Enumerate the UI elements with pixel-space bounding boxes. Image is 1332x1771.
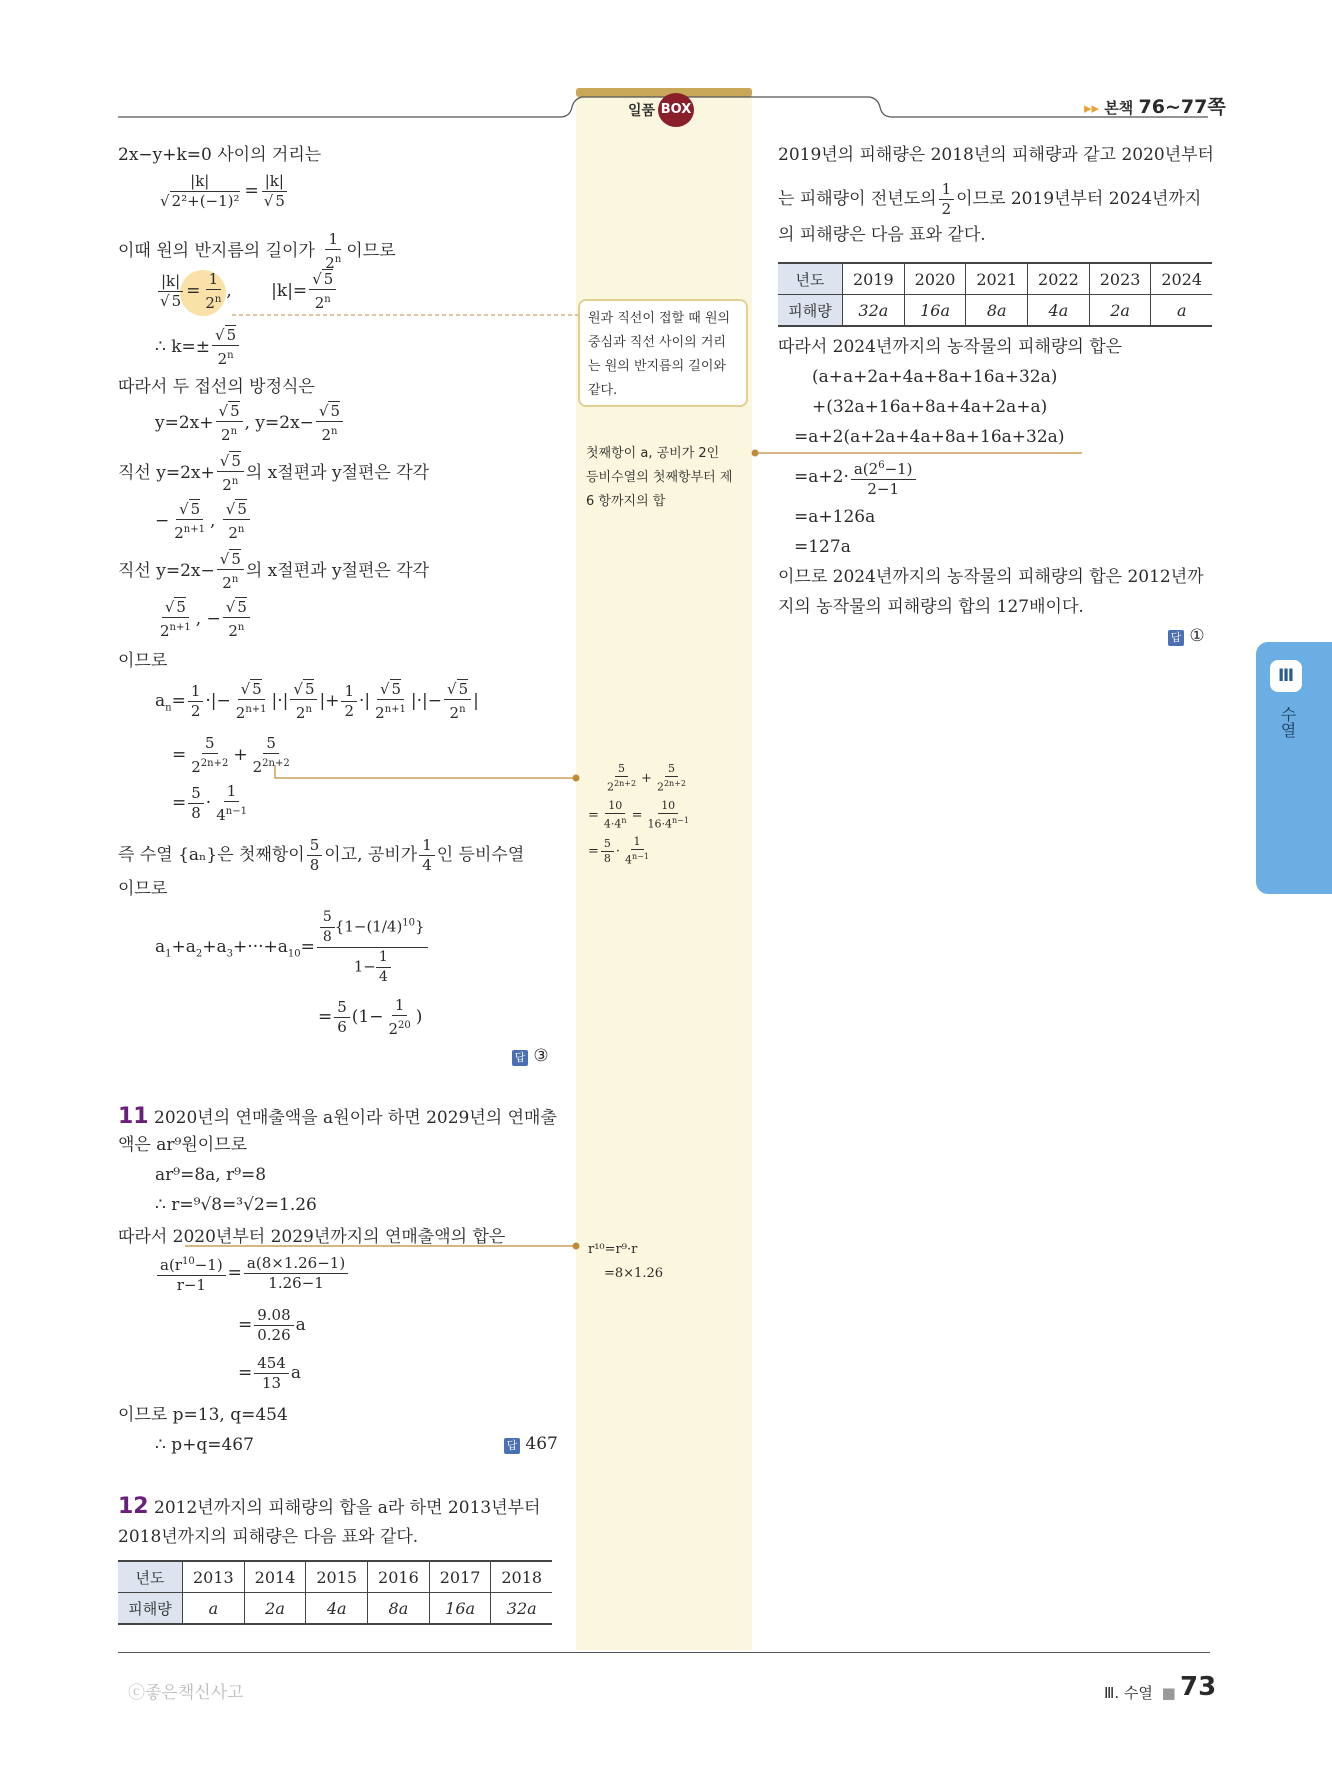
text-line: 지의 농작물의 피해량의 합의 127배이다. xyxy=(778,597,1084,617)
formula-k: ∴ k=± $\frac{√ 5}{2^n}$ xyxy=(155,326,241,369)
problem-number: 11 xyxy=(118,1104,149,1129)
formula-an-2: = $\frac{5}{2^{2n+2}}$ + $\frac{5}{2^{2n+2}}$ xyxy=(172,734,290,776)
text-line: 2x−y+k=0 사이의 거리는 xyxy=(118,145,322,165)
text-line: ∴ r=⁹√8=³√2=1.26 xyxy=(155,1195,317,1215)
note-geometric-sum: 첫째항이 a, 공비가 2인 등비수열의 첫째항부터 제 6 항까지의 합 xyxy=(586,446,733,509)
answer-icon: 답 xyxy=(1168,630,1184,646)
text-line: +(32a+16a+8a+4a+2a+a) xyxy=(812,397,1048,417)
formula-an-3: = $\frac{5}{8}$ · $\frac{1}{4^{n-1}}$ xyxy=(172,782,247,824)
text-line: 따라서 2020년부터 2029년까지의 연매출액의 합은 xyxy=(118,1227,506,1247)
formula-tangents: y=2x+ $\frac{√ 5}{2^n}$ , y=2x− $\frac{√ 5}{2^n}$ xyxy=(155,402,345,445)
damage-table-2019-2024: 년도 2019 2020 2021 2022 2023 2024 피해량 32a 16a 8a 4a 2a a xyxy=(778,262,1212,327)
answer-icon: 답 xyxy=(504,1438,520,1454)
text-line: 2018년까지의 피해량은 다음 표와 같다. xyxy=(118,1527,419,1547)
text-line: 따라서 두 접선의 방정식은 xyxy=(118,377,315,397)
problem-12: 12 2012년까지의 피해량의 합을 a라 하면 2013년부터 xyxy=(118,1494,541,1519)
text-line: =a+126a xyxy=(794,507,876,527)
table-row-head: 년도 xyxy=(778,263,843,295)
damage-table-2013-2018: 년도 2013 2014 2015 2016 2017 2018 피해량 a 2a 4a 8a 16a 32a xyxy=(118,1560,552,1625)
footer-rule xyxy=(118,1652,1210,1653)
formula-sum-2: = $\frac{5}{6}$ (1− $\frac{1}{2^{20}}$ ) xyxy=(318,996,423,1038)
formula-11-b: = $\frac{9.08}{0.26}$ a xyxy=(238,1306,306,1344)
table-row-head: 피해량 xyxy=(778,295,843,327)
table-row-head: 피해량 xyxy=(118,1593,183,1625)
formula-sum: $a_1+a_2+a_3+\cdot\cdot\cdot+a_{10}=$ $\frac{5}{8}$ $\{1-(1/4)^{10}\}$ 1− $\frac{1}{4}$ xyxy=(155,908,430,987)
arrow-icon: ▸▸ xyxy=(1084,99,1100,117)
text-line: 따라서 2024년까지의 농작물의 피해량의 합은 xyxy=(778,337,1123,357)
table-row-head: 년도 xyxy=(118,1561,183,1593)
text-line: 직선 y=2x+ $\frac{√ 5}{2^n}$ 의 x절편과 y절편은 각각 xyxy=(118,452,430,494)
note-box-tangent: 원과 직선이 접할 때 원의 중심과 직선 사이의 거리 는 원의 반지름의 길이와 같다. xyxy=(578,299,748,407)
note-r10: r¹⁰=r⁹·r =8×1.26 xyxy=(588,1242,664,1281)
formula-11-c: = $\frac{454}{13}$ a xyxy=(238,1354,302,1392)
formula-11-sum: $\frac{a(r^{10}-1)}{r-1}$ = $\frac{a(8\times 1.26-1)}{1.26-1}$ xyxy=(155,1252,350,1295)
text-line: 의 피해량은 다음 표와 같다. xyxy=(778,225,986,245)
page-reference: ▸▸ 본책 76~77쪽 xyxy=(1084,96,1226,118)
formula-radius: $\frac{|k|}{√ 5}$ = $\frac{1}{2^n}$ , |k|= $\frac{√ 5}{2^n}$ xyxy=(155,270,338,313)
text-line: 직선 y=2x− $\frac{√ 5}{2^n}$ 의 x절편과 y절편은 각각 xyxy=(118,550,430,592)
text-line: ar⁹=8a, r⁹=8 xyxy=(155,1165,267,1185)
text-line: 이므로 p=13, q=454 xyxy=(118,1405,288,1425)
formula-intercepts-1: − $\frac{√ 5}{2^{n+1}}$ , $\frac{√ 5}{2^n}$ xyxy=(155,500,252,543)
publisher-credit: ⓒ좋은책신사고 xyxy=(128,1683,244,1703)
formula-right-sum: =a+2· $\frac{a(2^6-1)}{2-1}$ xyxy=(794,456,918,499)
answer-marker: 답 ① xyxy=(1168,626,1205,646)
text-line: =a+2(a+2a+4a+8a+16a+32a) xyxy=(794,427,1065,447)
text-line: ∴ p+q=467 xyxy=(155,1435,254,1455)
text-line: 이므로 xyxy=(118,651,168,671)
text-line: 2019년의 피해량은 2018년의 피해량과 같고 2020년부터 xyxy=(778,145,1214,165)
chapter-tab-label: 수열 xyxy=(1278,706,1297,738)
text-line: =127a xyxy=(794,537,851,557)
text-line: (a+a+2a+4a+8a+16a+32a) xyxy=(812,367,1058,387)
answer-icon: 답 xyxy=(512,1050,528,1066)
chapter-side-tab[interactable] xyxy=(1256,642,1332,894)
text-line: 이므로 xyxy=(118,879,168,899)
text-line: 이때 원의 반지름의 길이가 $\frac{1}{2^n}$ 이므로 xyxy=(118,230,396,272)
answer-marker: 답 ③ xyxy=(512,1046,549,1066)
text-line: 이므로 2024년까지의 농작물의 피해량의 합은 2012년까 xyxy=(778,567,1204,587)
page-number: 73 xyxy=(1180,1672,1217,1702)
chapter-roman-badge: Ⅲ xyxy=(1270,660,1302,692)
text-line: 즉 수열 {aₙ}은 첫째항이 $\frac{5}{8}$ 이고, 공비가 $\frac{1}{4}$ 인 등비수열 xyxy=(118,836,525,874)
answer-marker: 답 467 xyxy=(504,1434,558,1454)
box-badge: BOX xyxy=(658,93,694,127)
text-line: 액은 ar⁹원이므로 xyxy=(118,1135,248,1155)
problem-11: 11 2020년의 연매출액을 a원이라 하면 2029년의 연매출 xyxy=(118,1104,557,1129)
note-fraction-simplify: $\frac{5}{2^{2n+2}}$ + $\frac{5}{2^{2n+2}}$ = $\frac{10}{4\cdot 4^n}$ = $\frac{10}{16\cdot 4^{n-1}}$ = $\frac{5}{8}$ · $\frac{1}{4^{n-1}}$ xyxy=(588,762,689,867)
text-line: 는 피해량이 전년도의 $\frac{1}{2}$ 이므로 2019년부터 2024년까지 xyxy=(778,180,1202,218)
formula-distance: $\frac{|k|}{\text{√ 2²+(−1)²}}$ = $\frac{|k|}{√ 5}$ xyxy=(155,172,290,211)
footer-chapter: Ⅲ. 수열 ■ xyxy=(1104,1684,1176,1702)
formula-intercepts-2: $\frac{√ 5}{2^{n+1}}$ , − $\frac{√ 5}{2^n}$ xyxy=(155,598,252,641)
formula-an: $a_n=$ $\frac{1}{2}$ ·|− $\frac{√ 5}{2^{n+1}}$ |·| $\frac{√ 5}{2^n}$ |+ $\frac{1}{2}$ ·| $\frac{√ 5}{2^{n+1}}$ |·|− $\frac{√ 5}{2^n}$ | xyxy=(155,680,479,722)
box-label: 일품 xyxy=(628,103,656,119)
bullet-icon: ■ xyxy=(1161,1684,1176,1702)
problem-number: 12 xyxy=(118,1494,149,1519)
